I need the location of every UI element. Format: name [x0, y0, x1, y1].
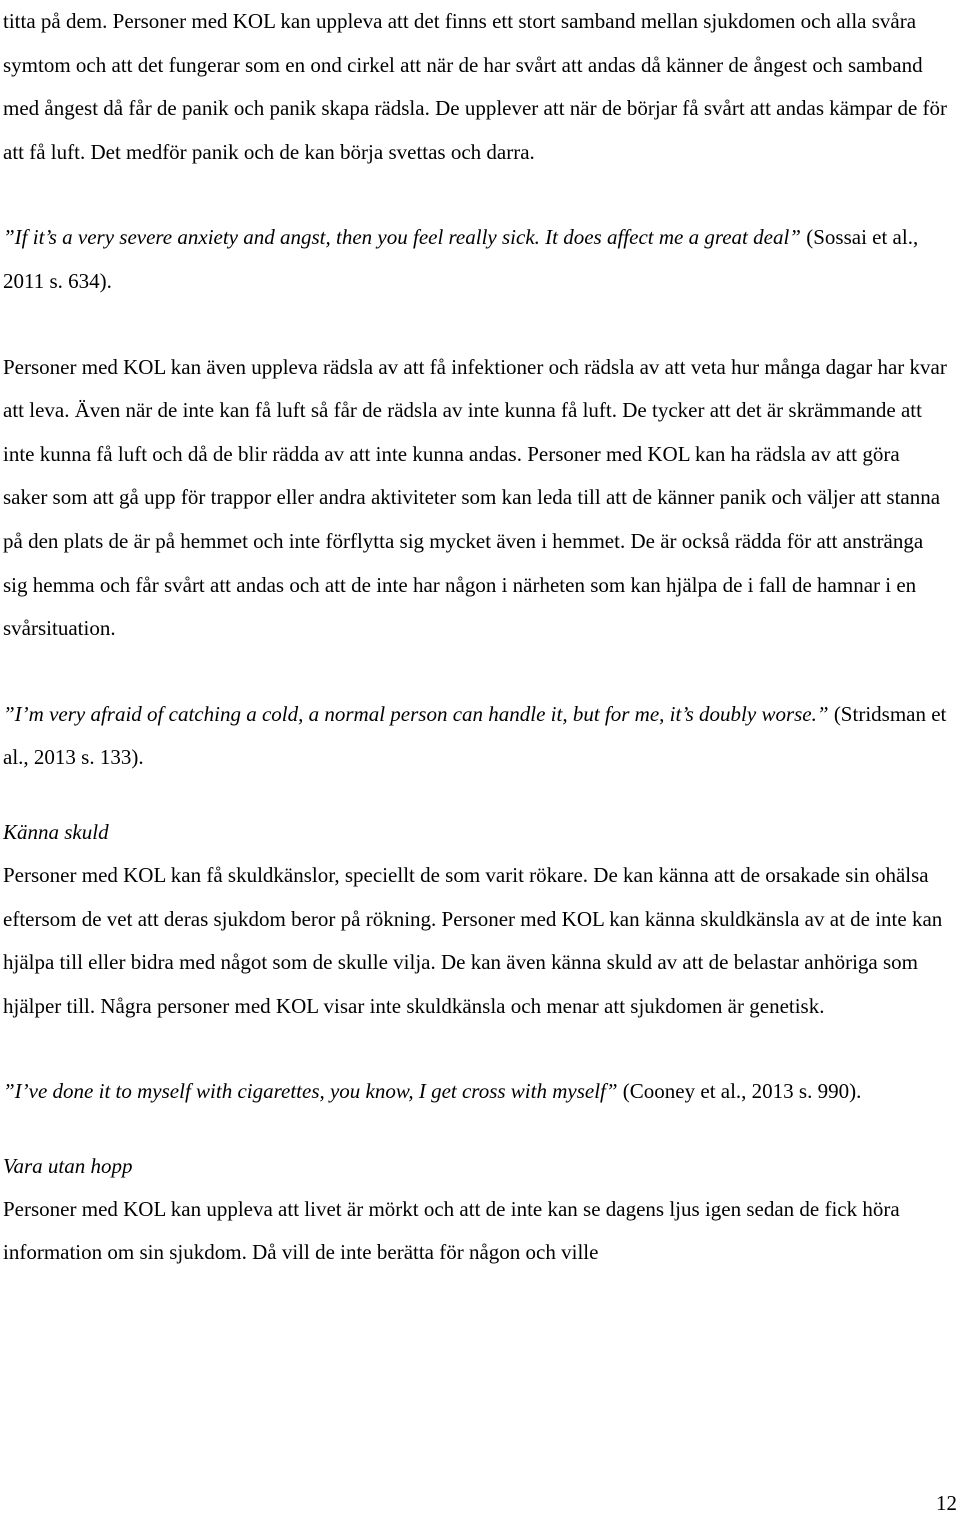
document-page: [3, 0, 948, 1275]
quote-citation: (Cooney et al., 2013 s. 990).: [617, 1079, 862, 1104]
quote-text: ”If it’s a very severe anxiety and angst, then you feel really sick. It does affect me a great deal”: [3, 225, 801, 250]
quote-citation: (Stridsman et al., 2013 s. 133).: [3, 701, 947, 770]
quote-citation: (Sossai et al., 2011 s. 634).: [3, 225, 919, 293]
page-number: 12: [936, 1491, 957, 1515]
quote-sossai: [3, 216, 948, 303]
heading-guilt: Känna skuld: [3, 819, 109, 844]
paragraph-fear: Personer med KOL kan även uppleva rädsla av att få infektioner och rädsla av att veta hur många dagar har kvar att leva. Även när de inte kan få luft så får de rädsla av inte kunna få luft. De tycker att det är skrämmande att inte kunna få luft och då de blir rädda av att inte kunna andas. Personer med KOL kan ha rädsla av att göra saker som att gå upp för trappor eller andra aktiviteter som kan leda till att de känner panik och väljer att stanna på den plats de är på hemmet och inte förflytta sig mycket även i hemmet. De är också rädda för att anstränga sig hemma och får svårt att andas och att de inte har någon i närheten som kan hjälpa de i fall de hamnar i en svårsituation.: [3, 354, 947, 641]
paragraph-hopelessness: Personer med KOL kan uppleva att livet är mörkt och att de inte kan se dagens ljus igen sedan de fick höra information om sin sjukdom. Då vill de inte berätta för någon och ville: [3, 1196, 900, 1265]
quote-text: ”I’ve done it to myself with cigarettes, you know, I get cross with myself”: [3, 1079, 618, 1104]
paragraph-guilt: Personer med KOL kan få skuldkänslor, speciellt de som varit rökare. De kan känna att de orsakade sin ohälsa eftersom de vet att deras sjukdom beror på rökning. Personer med KOL kan känna skuldkänsla av at de inte kan hjälpa till eller bidra med något som de skulle vilja. De kan även känna skuld av att de belastar anhöriga som hjälper till. Några personer med KOL visar inte skuldkänsla och menar att sjukdomen är genetisk.: [3, 862, 943, 1018]
quote-text: ”I’m very afraid of catching a cold, a normal person can handle it, but for me, it’s doubly worse.”: [3, 701, 829, 726]
quote-cooney: [3, 1070, 948, 1114]
paragraph-panic: titta på dem. Personer med KOL kan uppleva att det finns ett stort samband mellan sjukdomen och alla svåra symtom och att det fungerar som en ond cirkel att när de har svårt att andas då känner de ångest och samband med ångest då får de panik och panik skapa rädsla. De upplever att när de börjar få svårt att andas kämpar de för att få luft. Det medför panik och de kan börja svettas och darra.: [3, 9, 948, 164]
heading-hopelessness: Vara utan hopp: [3, 1153, 133, 1178]
quote-stridsman: [3, 693, 948, 780]
